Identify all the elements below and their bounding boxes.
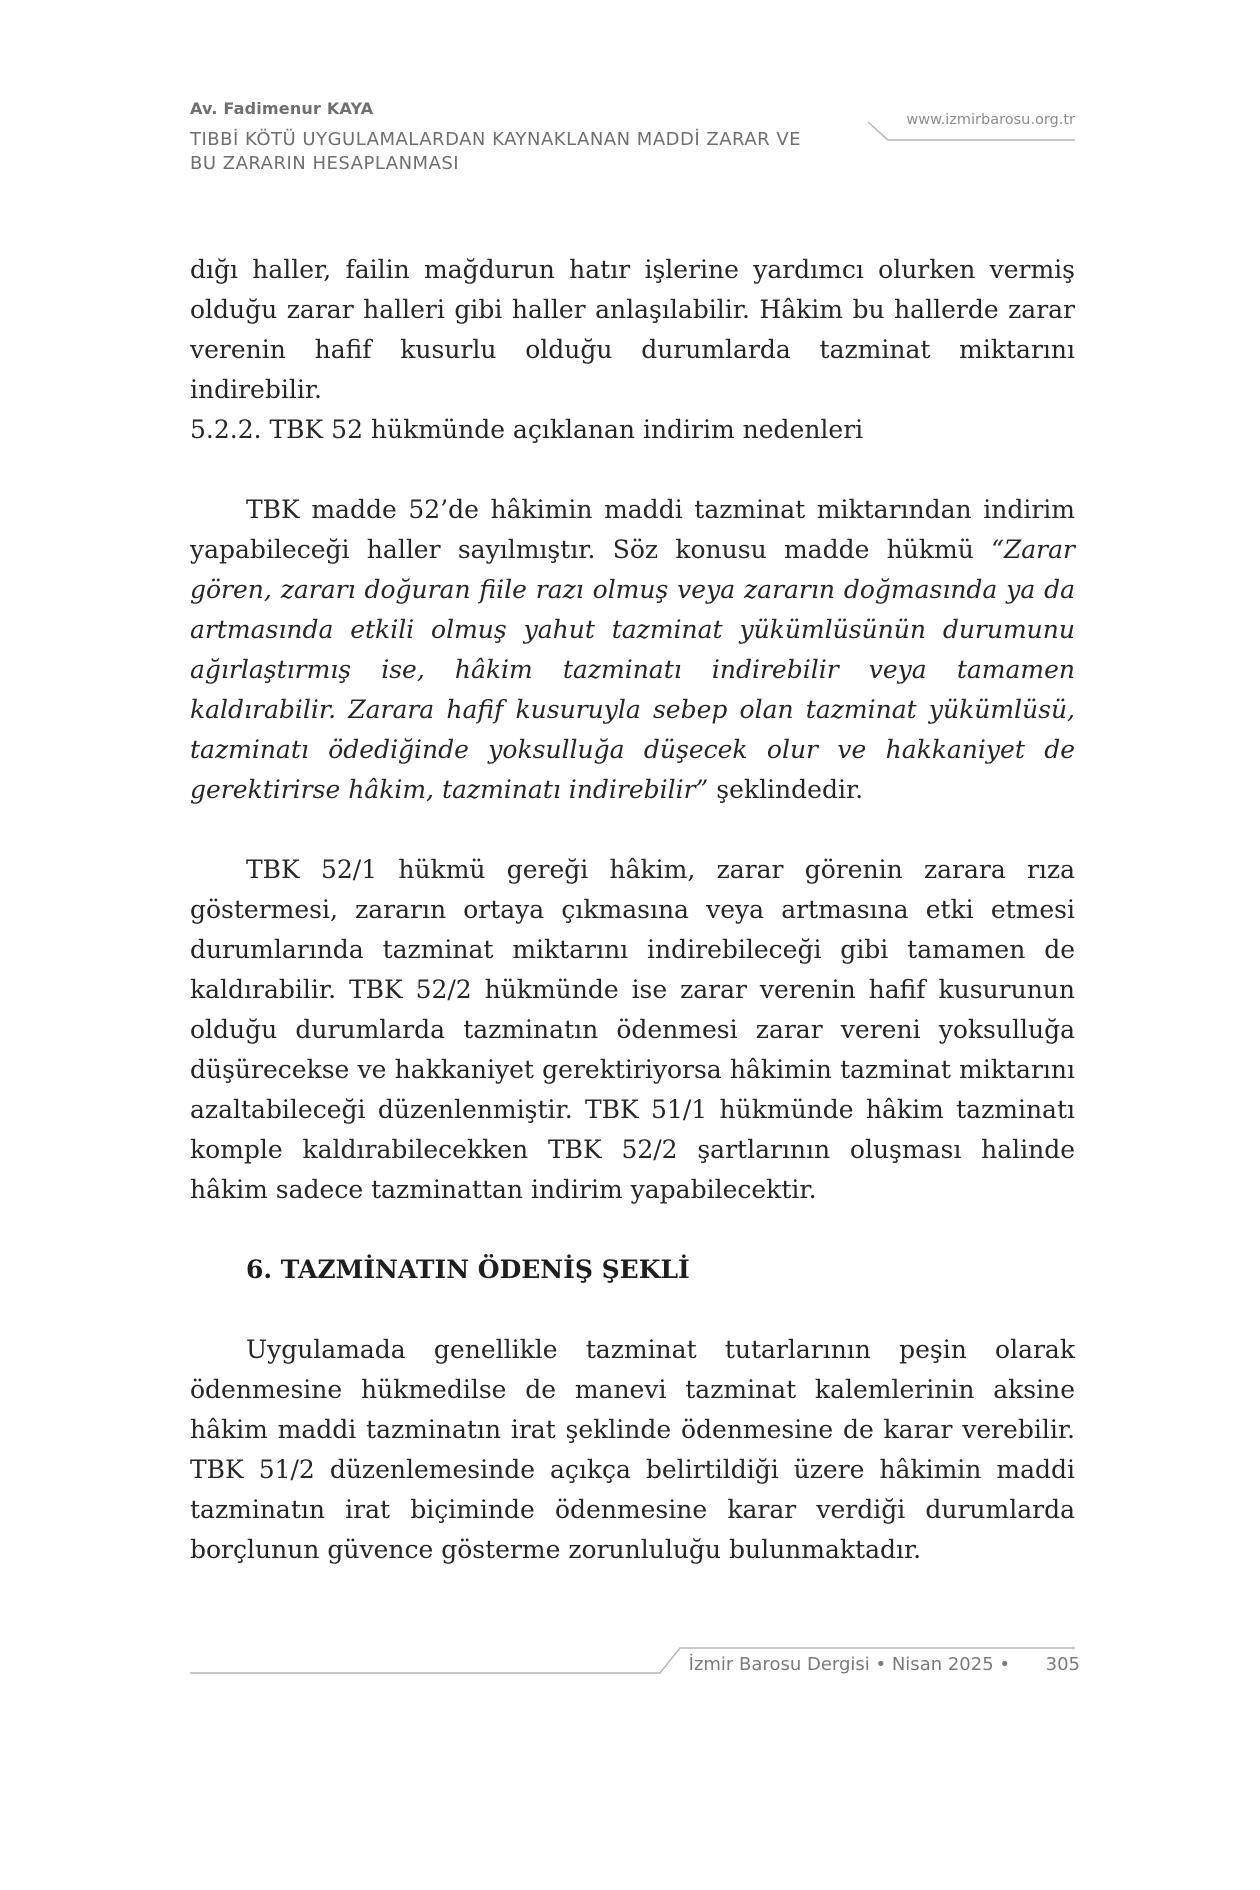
statute-quote: “Zarar gören, zararı doğuran fiile razı olmuş veya zararın doğmasında ya da artmasında etkili olmuş yahut tazminat yükümlüsünün durumunu ağırlaştırmış ise, hâkim tazminatı indirebilir veya tamamen kaldırabilir. Zarara hafif kusuruyla sebep olan tazminat yükümlüsü, tazminatı ödediğinde yoksulluğa düşecek olur ve hakkaniyet de gerektirirse hâkim, tazminatı indirebilir”	[190, 535, 1075, 804]
footer-journal-name: İzmir Barosu Dergisi • Nisan 2025 •	[688, 1654, 1010, 1675]
paragraph-tbk-52-1: TBK 52/1 hükmü gereği hâkim, zarar görenin zarara rıza göstermesi, zararın ortaya çıkmasına veya artmasına etki etmesi durumlarında tazminat miktarını indirebileceği gibi tamamen de kaldırabilir. TBK 52/2 hükmünde ise zarar verenin hafif kusurunun olduğu durumlarda tazminatın ödenmesi zarar vereni yoksulluğa düşürecekse ve hakkaniyet gerektiriyorsa hâkimin tazminat miktarını azaltabileceği düzenlenmiştir. TBK 51/1 hükmünde hâkim tazminatı komple kaldırabilecekken TBK 52/2 şartlarının oluşması halinde hâkim sadece tazminattan indirim yapabilecektir.	[190, 855, 1075, 1204]
paragraph-tbk-52-end: şeklindedir.	[708, 775, 864, 804]
header-title-line-2: BU ZARARIN HESAPLANMASI	[190, 153, 460, 174]
paragraph-tbk-52-intro: TBK madde 52’de hâkimin maddi tazminat miktarından indirim yapabileceği haller sayılmıştır. Söz konusu madde hükmü	[190, 495, 1075, 564]
header-author: Av. Fadimenur KAYA	[190, 99, 374, 118]
section-heading: 6. TAZMİNATIN ÖDENİŞ ŞEKLİ	[246, 1255, 690, 1284]
header-website: www.izmirbarosu.org.tr	[906, 112, 1075, 128]
header-title-line-1: TIBBİ KÖTÜ UYGULAMALARDAN KAYNAKLANAN MADDİ ZARAR VE	[190, 129, 802, 150]
subsection-heading: 5.2.2. TBK 52 hükmünde açıklanan indirim nedenleri	[190, 415, 864, 444]
page-number: 305	[1045, 1654, 1080, 1675]
paragraph-payment-form: Uygulamada genellikle tazminat tutarlarının peşin olarak ödenmesine hükmedilse de manevi tazminat kalemlerinin aksine hâkim maddi tazminatın irat şeklinde ödenmesine de karar verebilir. TBK 51/2 düzenlemesinde açıkça belirtildiği üzere hâkimin maddi tazminatın irat biçiminde ödenmesine karar verdiği durumlarda borçlunun güvence gösterme zorunluluğu bulunmaktadır.	[190, 1335, 1075, 1564]
paragraph-continuation: dığı haller, failin mağdurun hatır işlerine yardımcı olurken vermiş olduğu zarar halleri gibi haller anlaşılabilir. Hâkim bu hallerde zarar verenin hafif kusurlu olduğu durumlarda tazminat miktarını indirebilir.	[190, 255, 1075, 404]
